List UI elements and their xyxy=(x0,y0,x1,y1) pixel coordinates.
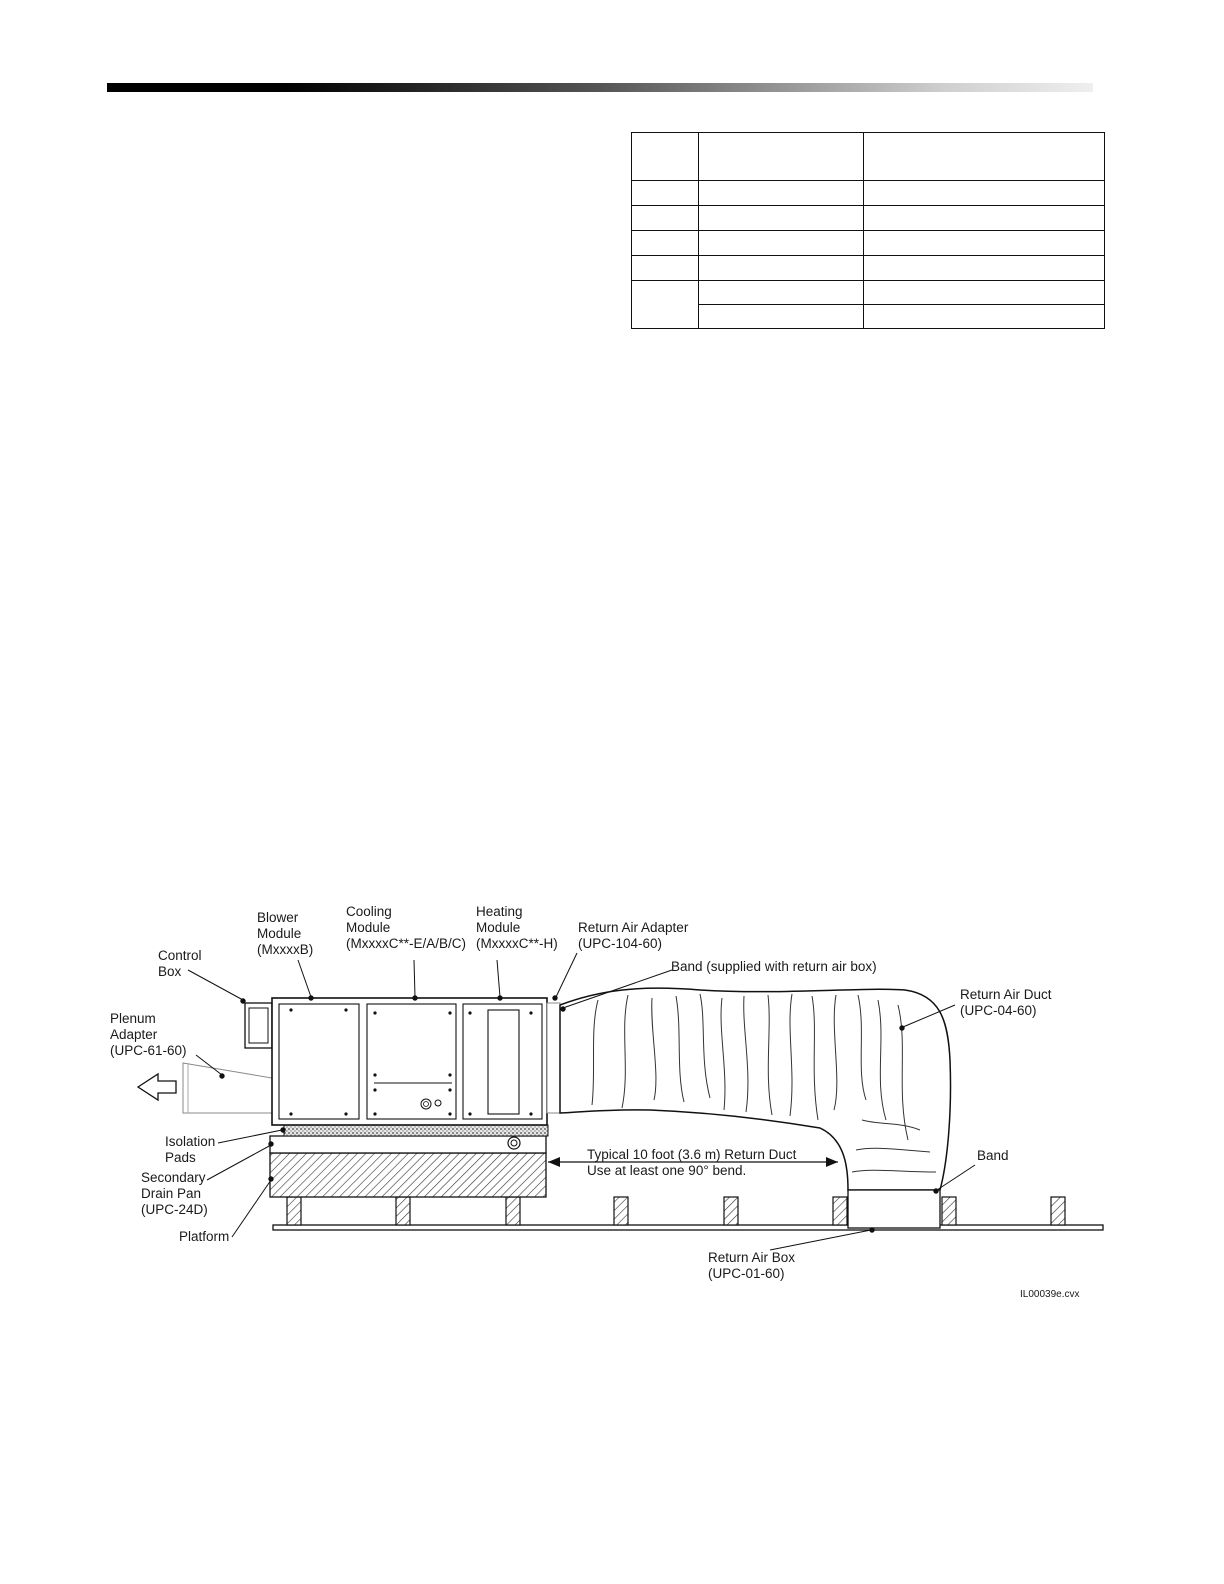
table-cell xyxy=(699,133,864,181)
airflow-arrow-icon xyxy=(138,1074,176,1100)
table-row xyxy=(632,256,1105,281)
cooling-module xyxy=(367,1004,456,1119)
table-row xyxy=(632,181,1105,206)
label-duct-note: Typical 10 foot (3.6 m) Return Duct Use at least one 90° bend. xyxy=(587,1147,797,1178)
blower-module xyxy=(279,1004,359,1119)
table-cell xyxy=(699,281,864,305)
label-return-air-box: Return Air Box (UPC-01-60) xyxy=(708,1250,796,1281)
return-air-box xyxy=(848,1190,940,1228)
label-heating-module: Heating Module (MxxxxC**-H) xyxy=(476,904,558,951)
plenum-adapter xyxy=(183,1063,272,1113)
header-rule xyxy=(107,83,1093,92)
table-cell xyxy=(864,231,1105,256)
table-cell xyxy=(632,256,699,281)
label-band-top: Band (supplied with return air box) xyxy=(671,959,877,974)
specification-table xyxy=(631,132,1105,329)
table-row xyxy=(632,231,1105,256)
table-cell xyxy=(864,305,1105,329)
table-row xyxy=(632,206,1105,231)
label-isolation-pads: Isolation Pads xyxy=(165,1134,216,1165)
table-cell xyxy=(632,181,699,206)
installation-diagram xyxy=(0,880,1224,1320)
label-secondary-drain-pan: Secondary Drain Pan (UPC-24D) xyxy=(141,1170,208,1217)
table-cell xyxy=(632,281,699,329)
secondary-drain-pan xyxy=(270,1136,546,1153)
table-cell xyxy=(632,206,699,231)
platform xyxy=(270,1153,546,1197)
isolation-pads xyxy=(284,1125,548,1136)
platform-legs xyxy=(287,1197,1065,1225)
table-cell xyxy=(864,181,1105,206)
label-control-box: Control Box xyxy=(158,948,202,979)
return-air-adapter xyxy=(547,1003,560,1113)
table-cell xyxy=(699,181,864,206)
table-cell xyxy=(864,256,1105,281)
table-header-row xyxy=(632,133,1105,181)
table-cell xyxy=(699,305,864,329)
air-handler-unit xyxy=(272,998,547,1125)
floor xyxy=(273,1225,1103,1230)
table-cell xyxy=(699,206,864,231)
table-cell xyxy=(632,133,699,181)
label-return-air-duct: Return Air Duct (UPC-04-60) xyxy=(960,987,1052,1018)
table-row xyxy=(632,305,1105,329)
control-box xyxy=(245,1003,272,1048)
table-cell xyxy=(699,256,864,281)
table-cell xyxy=(864,133,1105,181)
label-band-bottom: Band xyxy=(977,1148,1009,1163)
label-cooling-module: Cooling Module (MxxxxC**-E/A/B/C) xyxy=(346,904,467,951)
label-plenum-adapter: Plenum Adapter (UPC-61-60) xyxy=(110,1011,187,1058)
label-file-id: IL00039e.cvx xyxy=(1020,1289,1080,1300)
label-platform: Platform xyxy=(179,1229,230,1244)
table-cell xyxy=(864,281,1105,305)
table-cell xyxy=(864,206,1105,231)
label-blower-module: Blower Module (MxxxxB) xyxy=(257,910,314,957)
table-cell xyxy=(632,231,699,256)
table-cell xyxy=(699,231,864,256)
label-return-air-adapter: Return Air Adapter (UPC-104-60) xyxy=(578,920,689,951)
table-row xyxy=(632,281,1105,305)
